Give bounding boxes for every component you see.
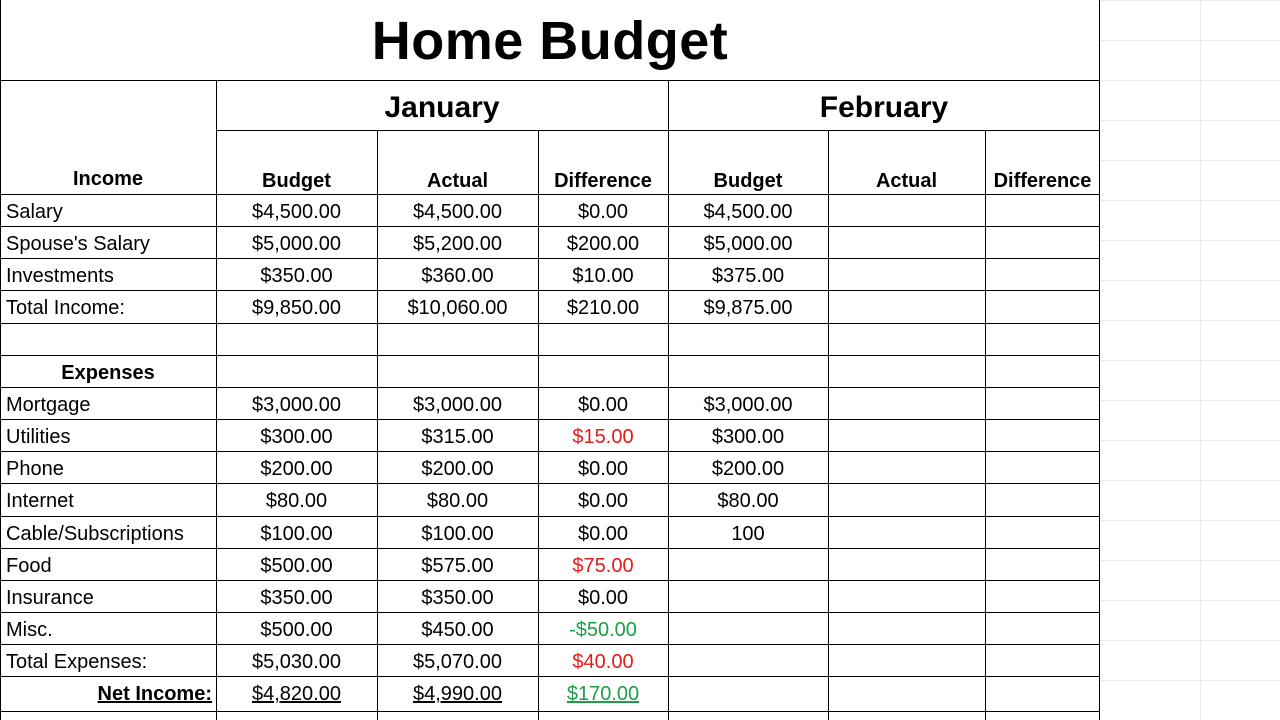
jan-actual-header[interactable]: Actual bbox=[426, 170, 489, 192]
row-label-utilities[interactable]: Utilities bbox=[6, 426, 71, 448]
cell-jan-actual[interactable]: $315.00 bbox=[421, 426, 494, 448]
cell-jan-budget[interactable]: $500.00 bbox=[260, 555, 333, 577]
cell-jan-budget[interactable]: $5,000.00 bbox=[252, 233, 341, 255]
grid-line bbox=[0, 711, 1100, 712]
cell-feb-budget[interactable]: $9,875.00 bbox=[703, 297, 793, 319]
row-label-investments[interactable]: Investments bbox=[6, 265, 114, 287]
cell-jan-difference[interactable]: $0.00 bbox=[577, 490, 629, 512]
month-january[interactable]: January bbox=[384, 91, 500, 124]
jan-budget-header[interactable]: Budget bbox=[262, 170, 331, 192]
grid-line bbox=[0, 323, 1100, 324]
cell-jan-budget[interactable]: $500.00 bbox=[260, 619, 333, 641]
cell-feb-budget[interactable]: $200.00 bbox=[711, 458, 785, 480]
grid-line bbox=[828, 130, 829, 720]
row-label-spouse-salary[interactable]: Spouse's Salary bbox=[6, 233, 150, 255]
cell-feb-budget[interactable]: $300.00 bbox=[711, 426, 785, 448]
expenses-header[interactable]: Expenses bbox=[61, 362, 155, 384]
grid-line bbox=[668, 80, 669, 720]
cell-jan-budget[interactable]: $4,500.00 bbox=[252, 201, 341, 223]
grid-line bbox=[0, 451, 1100, 452]
cell-jan-budget[interactable]: $300.00 bbox=[260, 426, 333, 448]
grid-line bbox=[0, 419, 1100, 420]
grid-line bbox=[216, 130, 1100, 131]
grid-line bbox=[0, 644, 1100, 645]
grid-line bbox=[0, 612, 1100, 613]
row-label-insurance[interactable]: Insurance bbox=[6, 587, 94, 609]
cell-jan-budget[interactable]: $5,030.00 bbox=[252, 651, 341, 673]
cell-jan-actual[interactable]: $3,000.00 bbox=[413, 394, 502, 416]
grid-line bbox=[377, 130, 378, 720]
cell-jan-difference[interactable]: $75.00 bbox=[572, 555, 634, 577]
month-february[interactable]: February bbox=[819, 91, 949, 124]
sheet-title[interactable]: Home Budget bbox=[371, 11, 729, 71]
row-label-phone[interactable]: Phone bbox=[6, 458, 64, 480]
cell-jan-difference[interactable]: $0.00 bbox=[577, 201, 629, 223]
cell-jan-difference[interactable]: $40.00 bbox=[572, 651, 634, 673]
grid-line bbox=[0, 516, 1100, 517]
row-label-food[interactable]: Food bbox=[6, 555, 52, 577]
cell-jan-budget[interactable]: $100.00 bbox=[260, 523, 333, 545]
empty-grid-area bbox=[1100, 0, 1280, 720]
cell-jan-actual[interactable]: $450.00 bbox=[421, 619, 494, 641]
cell-jan-budget[interactable]: $200.00 bbox=[260, 458, 333, 480]
row-label-misc[interactable]: Misc. bbox=[6, 619, 53, 641]
grid-line bbox=[985, 130, 986, 720]
grid-line bbox=[216, 80, 217, 720]
row-label-salary[interactable]: Salary bbox=[6, 201, 63, 223]
grid-line bbox=[538, 130, 539, 720]
cell-feb-budget[interactable]: $80.00 bbox=[717, 490, 779, 512]
grid-line bbox=[0, 387, 1100, 388]
cell-jan-actual[interactable]: $360.00 bbox=[421, 265, 494, 287]
cell-jan-budget[interactable]: $350.00 bbox=[260, 265, 333, 287]
cell-feb-budget[interactable]: $5,000.00 bbox=[703, 233, 793, 255]
cell-feb-budget-editing[interactable]: 100 bbox=[731, 523, 765, 545]
cell-jan-actual[interactable]: $4,500.00 bbox=[413, 201, 502, 223]
cell-jan-difference[interactable]: $10.00 bbox=[572, 265, 634, 287]
feb-difference-header[interactable]: Difference bbox=[993, 170, 1092, 192]
grid-line bbox=[0, 483, 1100, 484]
cell-jan-difference[interactable]: $0.00 bbox=[577, 394, 629, 416]
cell-jan-actual[interactable]: $4,990.00 bbox=[413, 683, 502, 705]
cell-jan-actual[interactable]: $5,070.00 bbox=[413, 651, 502, 673]
row-label-cable-subscriptions[interactable]: Cable/Subscriptions bbox=[6, 523, 184, 545]
cell-feb-budget[interactable]: $375.00 bbox=[711, 265, 785, 287]
row-label-net-income[interactable]: Net Income: bbox=[97, 683, 212, 705]
cell-jan-actual[interactable]: $5,200.00 bbox=[413, 233, 502, 255]
grid-line bbox=[0, 580, 1100, 581]
grid-line bbox=[0, 226, 1100, 227]
grid-line bbox=[0, 676, 1100, 677]
cell-jan-actual[interactable]: $200.00 bbox=[421, 458, 494, 480]
cell-jan-difference[interactable]: $200.00 bbox=[566, 233, 640, 255]
cell-jan-budget[interactable]: $80.00 bbox=[265, 490, 328, 512]
cell-jan-actual[interactable]: $100.00 bbox=[421, 523, 494, 545]
cell-jan-budget[interactable]: $9,850.00 bbox=[252, 297, 341, 319]
cell-jan-difference[interactable]: $15.00 bbox=[572, 426, 634, 448]
grid-line bbox=[0, 290, 1100, 291]
row-label-internet[interactable]: Internet bbox=[6, 490, 74, 512]
cell-jan-difference[interactable]: $170.00 bbox=[566, 683, 640, 705]
cell-jan-budget[interactable]: $4,820.00 bbox=[252, 683, 341, 705]
row-label-mortgage[interactable]: Mortgage bbox=[6, 394, 91, 416]
cell-jan-budget[interactable]: $3,000.00 bbox=[252, 394, 341, 416]
grid-line bbox=[0, 80, 1100, 81]
feb-actual-header[interactable]: Actual bbox=[875, 170, 938, 192]
grid-line bbox=[0, 258, 1100, 259]
cell-jan-budget[interactable]: $350.00 bbox=[260, 587, 333, 609]
grid-line bbox=[0, 548, 1100, 549]
row-label-total-expenses[interactable]: Total Expenses: bbox=[6, 651, 148, 673]
feb-budget-header[interactable]: Budget bbox=[713, 170, 783, 192]
cell-jan-difference[interactable]: $0.00 bbox=[577, 587, 629, 609]
cell-jan-actual[interactable]: $10,060.00 bbox=[407, 297, 508, 319]
cell-jan-difference[interactable]: $210.00 bbox=[566, 297, 640, 319]
cell-jan-actual[interactable]: $350.00 bbox=[421, 587, 494, 609]
income-header[interactable]: Income bbox=[72, 168, 144, 190]
cell-jan-difference[interactable]: -$50.00 bbox=[569, 619, 637, 641]
grid-line bbox=[0, 194, 1100, 195]
cell-feb-budget[interactable]: $3,000.00 bbox=[703, 394, 793, 416]
cell-jan-difference[interactable]: $0.00 bbox=[577, 458, 629, 480]
grid-line bbox=[0, 355, 1100, 356]
row-label-total-income[interactable]: Total Income: bbox=[6, 297, 125, 319]
cell-jan-difference[interactable]: $0.00 bbox=[577, 523, 629, 545]
cell-jan-actual[interactable]: $575.00 bbox=[421, 555, 494, 577]
jan-difference-header[interactable]: Difference bbox=[554, 170, 652, 192]
cell-jan-actual[interactable]: $80.00 bbox=[426, 490, 489, 512]
cell-feb-budget[interactable]: $4,500.00 bbox=[703, 201, 793, 223]
